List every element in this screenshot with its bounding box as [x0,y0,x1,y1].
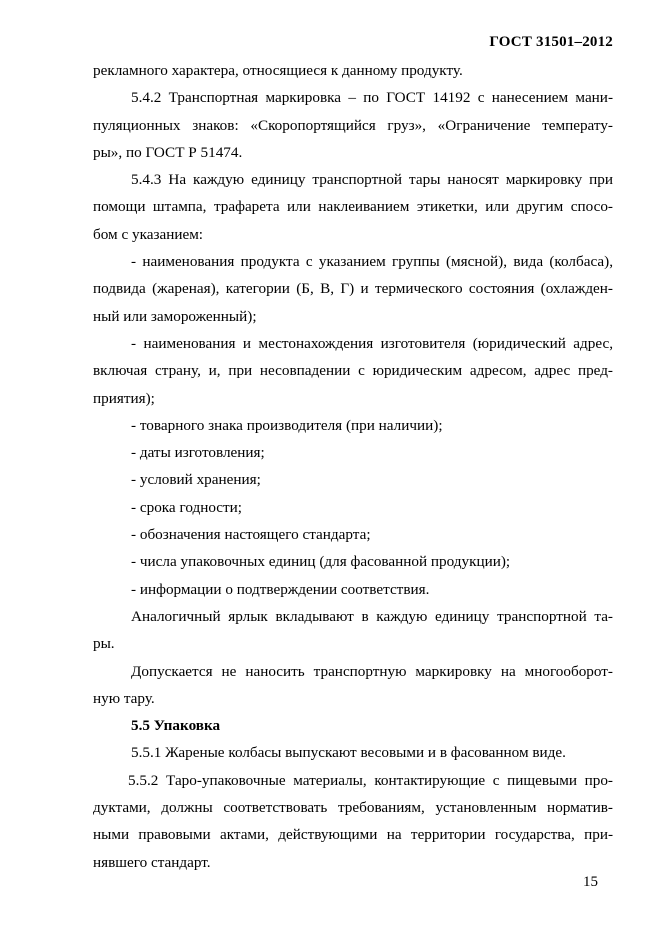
text-line: рекламного характера, относящиеся к данному продукту. [93,62,463,79]
list-item: - даты изготовления; [131,444,265,462]
section-heading: 5.5 Упаковка [131,717,221,735]
text-line: 5.4.3 На каждую единицу транспортной тары наносят маркировку при [131,171,613,189]
list-item: - товарного знака производителя (при наличии); [131,416,443,434]
text-line: подвида (жареная), категории (Б, В, Г) и термического состояния (охлажден- [93,280,613,298]
text-line: 5.5.2 Таро-упаковочные материалы, контактирующие с пищевыми про- [128,771,613,789]
text-line: 5.4.2 Транспортная маркировка – по ГОСТ 14192 с нанесением мани- [131,89,613,107]
text-line: приятия); [93,389,155,407]
text-line: ры», по ГОСТ Р 51474. [93,143,243,161]
list-item: - информации о подтверждении соответствия. [131,580,430,598]
text-line: бом с указанием: [93,225,204,243]
text-line: включая страну, и, при несовпадении с юридическим адресом, адрес пред- [93,362,613,380]
page-body [93,57,613,876]
text-line: пуляционных знаков: «Скоропортящийся груз», «Ограничение температу- [93,116,613,134]
list-item: - обозначения настоящего стандарта; [131,526,371,544]
document-header: ГОСТ 31501–2012 [489,34,613,50]
list-item: - наименования и местонахождения изготовителя (юридический адрес, [131,334,613,352]
list-item: - условий хранения; [131,471,261,489]
list-item: - наименования продукта с указанием группы (мясной), вида (колбаса), [131,253,613,271]
text-line: ры. [93,635,115,653]
text-line: 5.5.1 Жареные колбасы выпускают весовыми и в фасованном виде. [131,744,566,762]
page-number: 15 [583,874,598,890]
text-line: дуктами, должны соответствовать требованиям, установленным норматив- [93,799,613,817]
text-line: Допускается не наносить транспортную маркировку на многооборот- [131,662,613,680]
text-line: ными правовыми актами, действующими на территории государства, при- [93,826,613,844]
list-item: - числа упаковочных единиц (для фасованной продукции); [131,553,511,571]
list-item: - срока годности; [131,498,243,516]
text-line: нявшего стандарт. [93,853,211,871]
text-line: ную тару. [93,689,155,707]
text-line: помощи штампа, трафарета или наклеиванием этикетки, или другим спосо- [93,198,613,216]
text-line: Аналогичный ярлык вкладывают в каждую единицу транспортной та- [131,607,613,625]
text-line: ный или замороженный); [93,307,257,325]
